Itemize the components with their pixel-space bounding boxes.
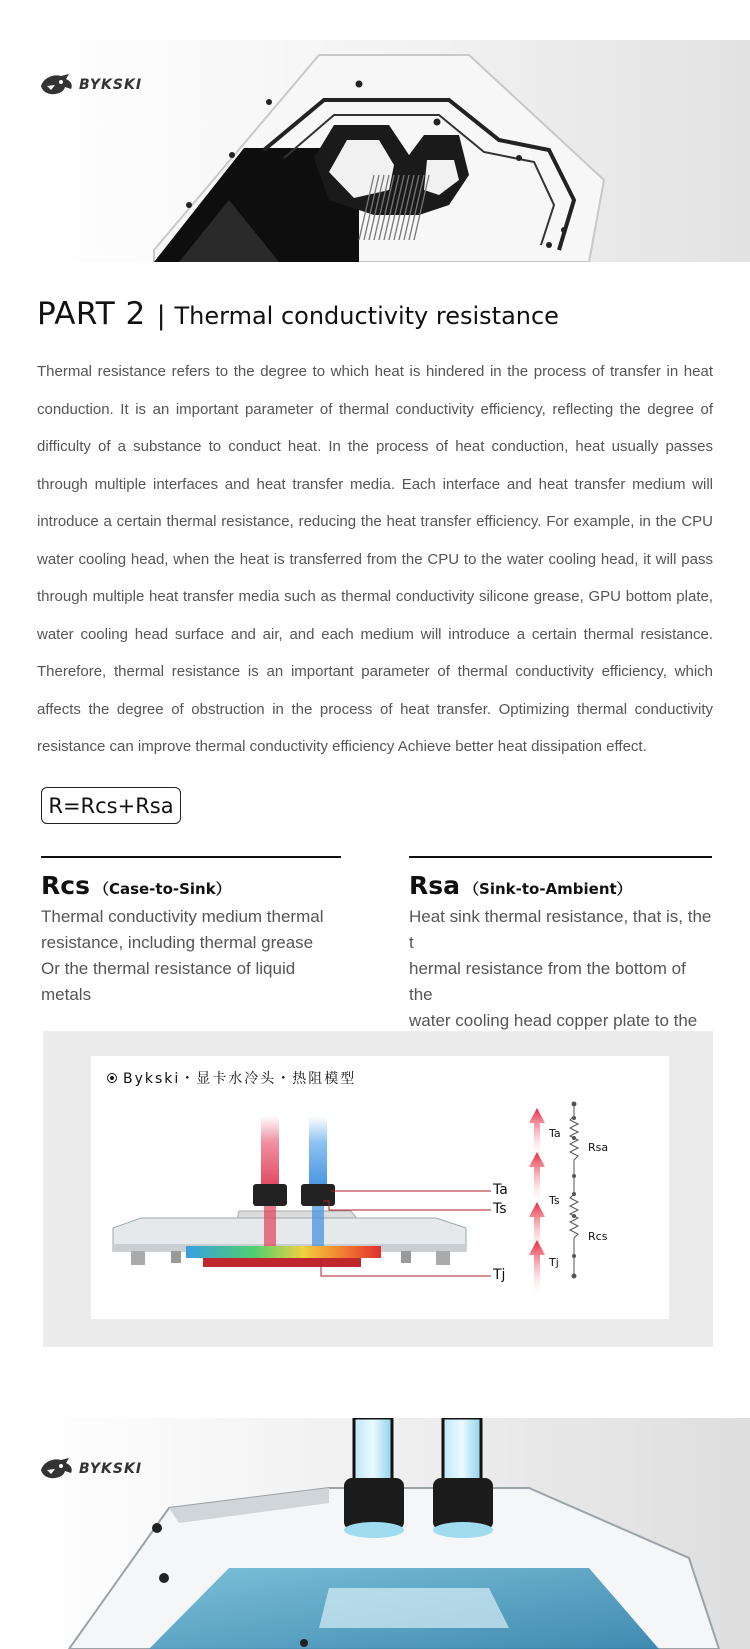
thermal-model-diagram (91, 1056, 669, 1319)
logo-text: BYKSKI (79, 77, 143, 93)
rcs-abbr: Rcs (41, 871, 90, 900)
hero-image-bottom (29, 1418, 750, 1649)
rsa-column (409, 856, 712, 1060)
heading-separator: | (156, 301, 166, 331)
model-ts: Ts (549, 1194, 560, 1207)
divider (41, 856, 341, 858)
thermal-model-panel (43, 1031, 713, 1347)
hot-pipe (261, 1116, 279, 1192)
hero-image-top (29, 40, 750, 262)
logo-text: BYKSKI (79, 1461, 143, 1477)
section-title: Thermal conductivity resistance (174, 302, 559, 330)
model-ta: Ta (549, 1127, 561, 1140)
intro-paragraph: Thermal resistance refers to the degree to which heat is hindered in the process of transfer in heat conduction. It is an important parameter of thermal conductivity efficiency, reflecting the degree of difficulty of a substance to conduct heat. In the process of heat conduction, heat usually passes through multiple interfaces and heat transfer media. Each interface and heat transfer medium will introduce a certain thermal resistance, reducing the heat transfer efficiency. For example, in the CPU water cooling head, when the heat is transferred from the CPU to the water cooling head, it will pass through multiple heat transfer media such as thermal conductivity silicone grease, GPU bottom plate, water cooling head surface and air, and each medium will introduce a certain thermal resistance. Therefore, thermal resistance is an important parameter of thermal conductivity efficiency, which affects the degree of obstruction in the process of heat transfer. Optimizing thermal conductivity resistance can improve thermal conductivity efficiency Achieve better heat dissipation effect. (37, 363, 713, 755)
brand-logo (39, 72, 142, 98)
water-block-cross-section (91, 1056, 669, 1319)
part-number: PART 2 (37, 296, 146, 332)
rsa-full-name: （Sink-to-Ambient） (464, 880, 632, 898)
brand-logo-bottom (39, 1456, 142, 1482)
model-rsa: Rsa (588, 1141, 609, 1154)
model-tj: Tj (549, 1256, 559, 1269)
rsa-description: Heat sink thermal resistance, that is, the t hermal resistance from the bottom of the water cooling head copper plate to the (409, 907, 712, 1030)
callout-ts: Ts (493, 1201, 507, 1217)
rcs-full-name: （Case-to-Sink） (93, 880, 231, 898)
resistor-chain (570, 1104, 578, 1278)
rcs-description: Thermal conductivity medium thermal resistance, including thermal grease Or the thermal resistance of liquid metals (41, 907, 324, 1004)
callout-tj: Tj (493, 1267, 506, 1283)
section-heading (37, 296, 559, 332)
divider (409, 856, 712, 858)
diagram-title-text: Bykski・显卡水冷头・热阻模型 (123, 1071, 357, 1087)
rsa-heading (409, 871, 712, 900)
fitting-left (253, 1184, 287, 1206)
rsa-abbr: Rsa (409, 871, 461, 900)
rcs-column (41, 856, 341, 1008)
model-rcs: Rcs (588, 1230, 608, 1243)
heat-gradient (186, 1246, 381, 1258)
water-block-illustration-bottom (29, 1418, 750, 1649)
dragon-logo-icon (39, 1456, 75, 1482)
rcs-heading (41, 871, 341, 900)
formula-box: R=Rcs+Rsa (41, 787, 181, 824)
callout-ta: Ta (493, 1182, 508, 1198)
fitting-right (301, 1184, 335, 1206)
dragon-logo-icon (39, 72, 75, 98)
cold-pipe (309, 1116, 327, 1192)
heat-flow-arrows (529, 1108, 545, 1294)
